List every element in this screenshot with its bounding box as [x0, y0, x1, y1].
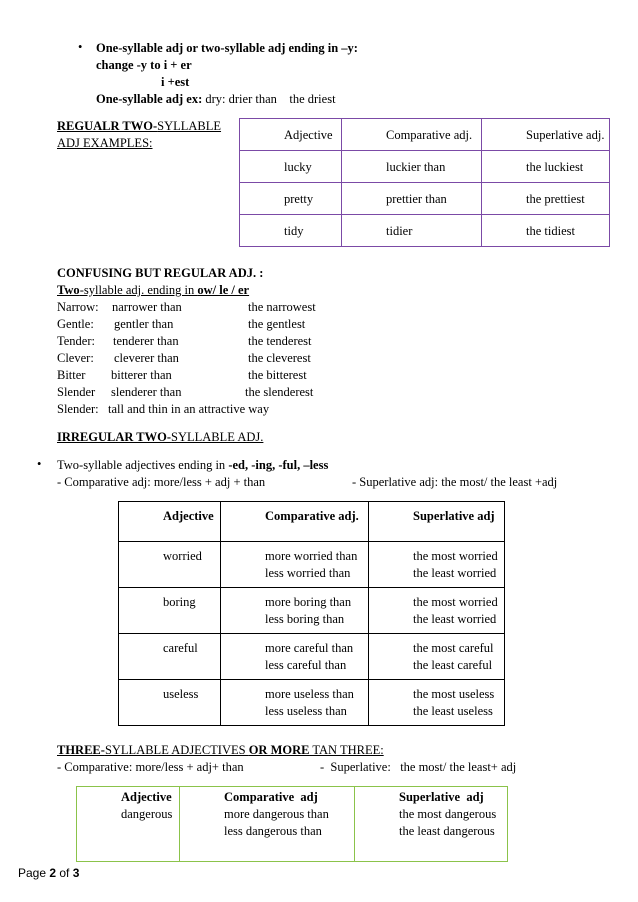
cell-superlative	[355, 787, 508, 862]
irregular-heading	[57, 429, 263, 445]
comparative-more: more boring than	[265, 595, 352, 609]
table-header-row	[119, 502, 505, 542]
footer-page-total: 3	[72, 866, 80, 880]
header-superlative: Superlative adj.	[482, 119, 610, 151]
comparative-less: less worried than	[265, 566, 351, 580]
regular-heading-line2: ADJ EXAMPLES:	[57, 136, 153, 150]
cell-adjective: pretty	[240, 183, 342, 215]
irregular-comparative-rule: - Comparative adj: more/less + adj + than	[57, 475, 266, 489]
word-comparative: narrower than	[112, 300, 182, 314]
cell-comparative	[221, 588, 369, 634]
superlative-least: the least worried	[413, 566, 497, 580]
table-row	[240, 183, 610, 215]
comparative-less: less boring than	[265, 612, 345, 626]
three-heading	[57, 742, 384, 758]
table-row	[77, 787, 508, 862]
word-superlative: the narrowest	[248, 300, 316, 314]
cell-adjective: tidy	[240, 215, 342, 247]
cell-adjective: worried	[119, 542, 221, 588]
footer-mid: of	[56, 866, 73, 880]
irregular-table	[118, 501, 505, 726]
comparative-less: less careful than	[265, 658, 347, 672]
word-superlative: the gentlest	[248, 317, 306, 331]
confusing-sub-mid: -syllable adj. ending in	[79, 283, 198, 297]
header-adjective: Adjective	[119, 502, 221, 542]
header-adjective: Adjective	[121, 790, 172, 804]
cell-adjective: lucky	[240, 151, 342, 183]
confusing-sub-bold: Two	[57, 283, 80, 297]
comparative-more: more useless than	[265, 687, 354, 701]
three-comparative-rule: - Comparative: more/less + adj+ than	[57, 760, 244, 774]
word-comparative: tenderer than	[113, 334, 179, 348]
word-superlative: the cleverest	[248, 351, 311, 365]
superlative-least: the least careful	[413, 658, 493, 672]
superlative-least: the least useless	[413, 704, 493, 718]
cell-comparative	[221, 680, 369, 726]
word-comparative: slenderer than	[111, 385, 182, 399]
header-superlative: Superlative adj	[399, 790, 484, 804]
cell-superlative: the tidiest	[482, 215, 610, 247]
page-footer	[18, 866, 79, 880]
three-superlative-rule: - Superlative: the most/ the least+ adj	[320, 760, 517, 774]
word-comparative: gentler than	[114, 317, 174, 331]
superlative-least: the least dangerous	[399, 824, 495, 838]
irregular-bullet-text: Two-syllable adjectives ending in	[57, 458, 229, 472]
superlative-most: the most careful	[413, 641, 494, 655]
confusing-heading: CONFUSING BUT REGULAR ADJ. :	[57, 266, 264, 280]
word-comparative: cleverer than	[114, 351, 179, 365]
confusing-sub-bold2: ow/ le / er	[197, 283, 250, 297]
word-label: Bitter	[57, 368, 86, 382]
cell-superlative	[369, 634, 505, 680]
cell-superlative	[369, 680, 505, 726]
rule-example-text: dry: drier than the driest	[202, 92, 336, 106]
cell-comparative: prettier than	[342, 183, 482, 215]
comparative-more: more dangerous than	[224, 807, 329, 821]
cell-comparative	[221, 542, 369, 588]
irregular-heading-rest: SYLLABLE ADJ.	[171, 430, 264, 444]
three-heading-rest2: TAN THREE:	[309, 743, 384, 757]
superlative-most: the most worried	[413, 595, 498, 609]
word-label: Gentle:	[57, 317, 94, 331]
irregular-heading-bold: IRREGULAR TWO-	[57, 430, 172, 444]
comparative-more: more worried than	[265, 549, 358, 563]
superlative-most: the most useless	[413, 687, 495, 701]
rule-title: One-syllable adj or two-syllable adj ending in –y:	[96, 41, 358, 55]
three-heading-rest: SYLLABLE ADJECTIVES	[104, 743, 249, 757]
cell-adjective: boring	[119, 588, 221, 634]
table-row	[240, 151, 610, 183]
rule-line2: i +est	[161, 75, 190, 89]
header-superlative: Superlative adj	[369, 502, 505, 542]
word-label: Slender	[57, 385, 96, 399]
three-table	[76, 786, 508, 862]
comparative-less: less useless than	[265, 704, 347, 718]
word-comparative: bitterer than	[111, 368, 172, 382]
header-comparative: Comparative adj.	[342, 119, 482, 151]
cell-adjective: useless	[119, 680, 221, 726]
comparative-less: less dangerous than	[224, 824, 322, 838]
word-label: Tender:	[57, 334, 95, 348]
bullet-dot: •	[78, 40, 83, 54]
irregular-superlative-rule: - Superlative adj: the most/ the least +adj	[352, 475, 558, 489]
adjective-value: dangerous	[121, 807, 173, 821]
regular-heading	[57, 118, 221, 134]
rule-line1: change -y to i + er	[96, 58, 192, 72]
cell-comparative	[221, 634, 369, 680]
cell-superlative	[369, 588, 505, 634]
regular-table	[239, 118, 610, 247]
rule-example	[96, 91, 336, 107]
footer-page-number: 2	[49, 866, 57, 880]
table-row	[119, 588, 505, 634]
three-heading-bold: THREE-	[57, 743, 105, 757]
word-label: Clever:	[57, 351, 94, 365]
cell-adjective	[77, 787, 180, 862]
header-comparative: Comparative adj.	[221, 502, 369, 542]
irregular-bullet	[57, 457, 328, 473]
header-adjective: Adjective	[240, 119, 342, 151]
word-superlative: the slenderest	[245, 385, 314, 399]
superlative-most: the most worried	[413, 549, 498, 563]
three-heading-bold2: OR MORE	[248, 743, 310, 757]
header-comparative: Comparative adj	[224, 790, 318, 804]
table-header-row	[240, 119, 610, 151]
footer-prefix: Page	[18, 866, 50, 880]
regular-heading-bold: REGUALR TWO-	[57, 119, 158, 133]
cell-comparative: tidier	[342, 215, 482, 247]
slender-note: Slender: tall and thin in an attractive way	[57, 402, 270, 416]
cell-superlative	[369, 542, 505, 588]
irregular-bullet-bold: -ed, -ing, -ful, –less	[228, 458, 329, 472]
table-row	[119, 680, 505, 726]
regular-heading-rest: SYLLABLE	[157, 119, 222, 133]
cell-adjective: careful	[119, 634, 221, 680]
cell-superlative: the prettiest	[482, 183, 610, 215]
table-row	[119, 634, 505, 680]
table-row	[119, 542, 505, 588]
word-superlative: the tenderest	[248, 334, 312, 348]
confusing-subheading	[57, 282, 249, 298]
rule-example-label: One-syllable adj ex:	[96, 92, 203, 106]
cell-comparative: luckier than	[342, 151, 482, 183]
bullet-dot: •	[37, 457, 42, 471]
cell-comparative	[180, 787, 355, 862]
word-superlative: the bitterest	[248, 368, 307, 382]
table-row	[240, 215, 610, 247]
superlative-least: the least worried	[413, 612, 497, 626]
comparative-more: more careful than	[265, 641, 354, 655]
cell-superlative: the luckiest	[482, 151, 610, 183]
word-label: Narrow:	[57, 300, 99, 314]
superlative-most: the most dangerous	[399, 807, 497, 821]
